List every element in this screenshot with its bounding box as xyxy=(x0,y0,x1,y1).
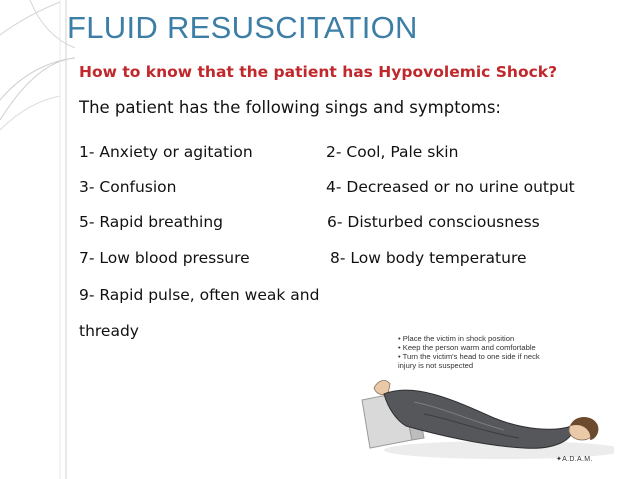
symptom-6: 6- Disturbed consciousness xyxy=(327,213,540,231)
caption-line-3: • Turn the victim's head to one side if neck xyxy=(398,352,540,361)
symptom-9: 9- Rapid pulse, often weak and xyxy=(79,286,320,304)
symptom-2: 2- Cool, Pale skin xyxy=(326,143,459,161)
symptom-5: 5- Rapid breathing xyxy=(79,213,223,231)
adam-credit-logo: ✦A.D.A.M. xyxy=(556,456,593,463)
symptom-8: 8- Low body temperature xyxy=(330,249,527,267)
illustration-caption xyxy=(398,334,540,370)
slide-title: FLUID RESUSCITATION xyxy=(67,10,418,45)
symptom-9-continued: thready xyxy=(79,322,139,340)
symptom-7: 7- Low blood pressure xyxy=(79,249,250,267)
symptom-4: 4- Decreased or no urine output xyxy=(326,178,575,196)
symptom-3: 3- Confusion xyxy=(79,178,177,196)
intro-text: The patient has the following sings and symptoms: xyxy=(79,98,501,117)
caption-line-4: injury is not suspected xyxy=(398,361,474,370)
caption-line-1: • Place the victim in shock position xyxy=(398,334,515,343)
symptom-1: 1- Anxiety or agitation xyxy=(79,143,253,161)
slide-subtitle: How to know that the patient has Hypovolemic Shock? xyxy=(79,63,558,81)
caption-line-2: • Keep the person warm and comfortable xyxy=(398,343,536,352)
